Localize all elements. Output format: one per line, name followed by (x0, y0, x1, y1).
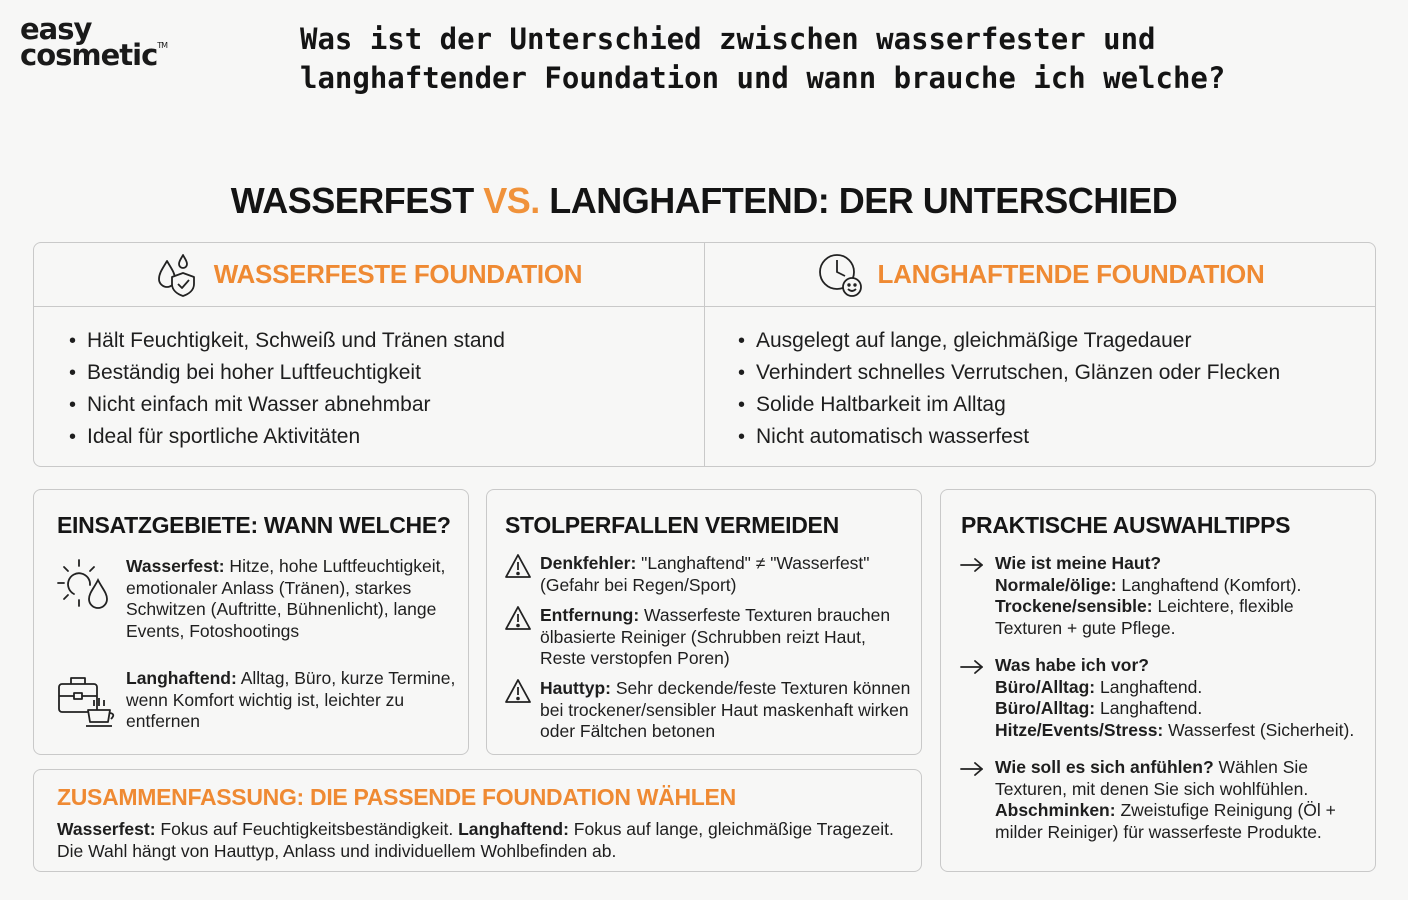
pitfall-item: Denkfehler: "Langhaftend" ≠ "Wasserfest" (Gefahr bei Regen/Sport) (540, 553, 870, 595)
list-item: • Nicht automatisch wasserfest (736, 421, 1280, 453)
summary-text: Wasserfest: Fokus auf Feuchtigkeitsbeständigkeit. Langhaftend: Fokus auf lange, gleichmäßige Tragezeit. Die Wahl hängt von Hauttyp, Anlass und individuellem Wohlbefinden ab. (57, 819, 894, 861)
list-item: • Beständig bei hoher Luftfeuchtigkeit (67, 357, 505, 389)
brand-logo (20, 12, 168, 73)
logo-line-2: cosmetic™ (20, 38, 168, 73)
tips-heading: PRAKTISCHE AUSWAHLTIPPS (961, 512, 1291, 538)
tip-item-occasion: Was habe ich vor? Büro/Alltag: Langhaftend. Büro/Alltag: Langhaftend. Hitze/Events/Stress: Wasserfest (Sicherheit). (995, 655, 1355, 740)
comparison-table (33, 242, 1376, 467)
summary-card (33, 769, 922, 872)
list-item: • Hält Feuchtigkeit, Schweiß und Tränen stand (67, 325, 505, 357)
list-item: • Ausgelegt auf lange, gleichmäßige Tragedauer (736, 325, 1280, 357)
use-cases-heading: EINSATZGEBIETE: WANN WELCHE? (57, 512, 451, 538)
warning-icon (504, 678, 532, 704)
longwear-heading: LANGHAFTENDE FOUNDATION (877, 259, 1265, 289)
waterproof-feature-list (67, 325, 505, 453)
tip-item-feel: Wie soll es sich anfühlen? Wählen Sie Texturen, mit denen Sie sich wohlfühlen. Abschminken: Zweistufige Reinigung (Öl + milder Reiniger) für wasserfeste Produkte. (995, 757, 1336, 842)
sun-drop-icon (56, 556, 118, 614)
waterproof-column-header (34, 243, 704, 306)
arrow-right-icon (959, 556, 985, 574)
tip-item-skin: Wie ist meine Haut? Normale/ölige: Langhaftend (Komfort). Trockene/sensible: Leichtere, flexible Texturen + gute Pflege. (995, 553, 1302, 638)
list-item: • Solide Haltbarkeit im Alltag (736, 389, 1280, 421)
pitfall-item: Hauttyp: Sehr deckende/feste Texturen können bei trockener/sensibler Haut maskenhaft wirken oder Fältchen betonen (540, 678, 911, 741)
longwear-column-header (705, 243, 1375, 306)
warning-icon (504, 553, 532, 579)
use-cases-card (33, 489, 469, 755)
list-item: • Verhindert schnelles Verrutschen, Glänzen oder Flecken (736, 357, 1280, 389)
briefcase-coffee-icon (56, 672, 118, 730)
pitfalls-heading: STOLPERFALLEN VERMEIDEN (505, 512, 839, 538)
water-drops-shield-icon (156, 251, 200, 299)
warning-icon (504, 605, 532, 631)
arrow-right-icon (959, 658, 985, 676)
header-divider (34, 306, 1375, 307)
use-item-longwear: Langhaftend: Alltag, Büro, kurze Termine, wenn Komfort wichtig ist, leichter zu entfernen (126, 668, 456, 731)
clock-smiley-icon (816, 251, 864, 299)
list-item: • Nicht einfach mit Wasser abnehmbar (67, 389, 505, 421)
pitfalls-card (486, 489, 922, 755)
arrow-right-icon (959, 760, 985, 778)
list-item: • Ideal für sportliche Aktivitäten (67, 421, 505, 453)
selection-tips-card (940, 489, 1376, 872)
logo-line-1: easy (20, 12, 92, 46)
waterproof-heading: WASSERFESTE FOUNDATION (213, 259, 583, 289)
use-item-waterproof: Wasserfest: Hitze, hohe Luftfeuchtigkeit, emotionaler Anlass (Tränen), starkes Schwitzen (Auftritte, Bühnenlicht), lange Events, Fotoshootings (126, 556, 446, 641)
summary-heading: ZUSAMMENFASSUNG: DIE PASSENDE FOUNDATION WÄHLEN (57, 784, 736, 810)
longwear-feature-list (736, 325, 1280, 453)
pitfall-item: Entfernung: Wasserfeste Texturen brauchen ölbasierte Reiniger (Schrubben reizt Haut, Reste verstopfen Poren) (540, 605, 891, 668)
page-question: Was ist der Unterschied zwischen wasserfester und langhaftender Foundation und wann brauche ich welche? (300, 22, 1226, 95)
page-title: WASSERFEST VS. LANGHAFTEND: DER UNTERSCHIED (230, 180, 1178, 221)
